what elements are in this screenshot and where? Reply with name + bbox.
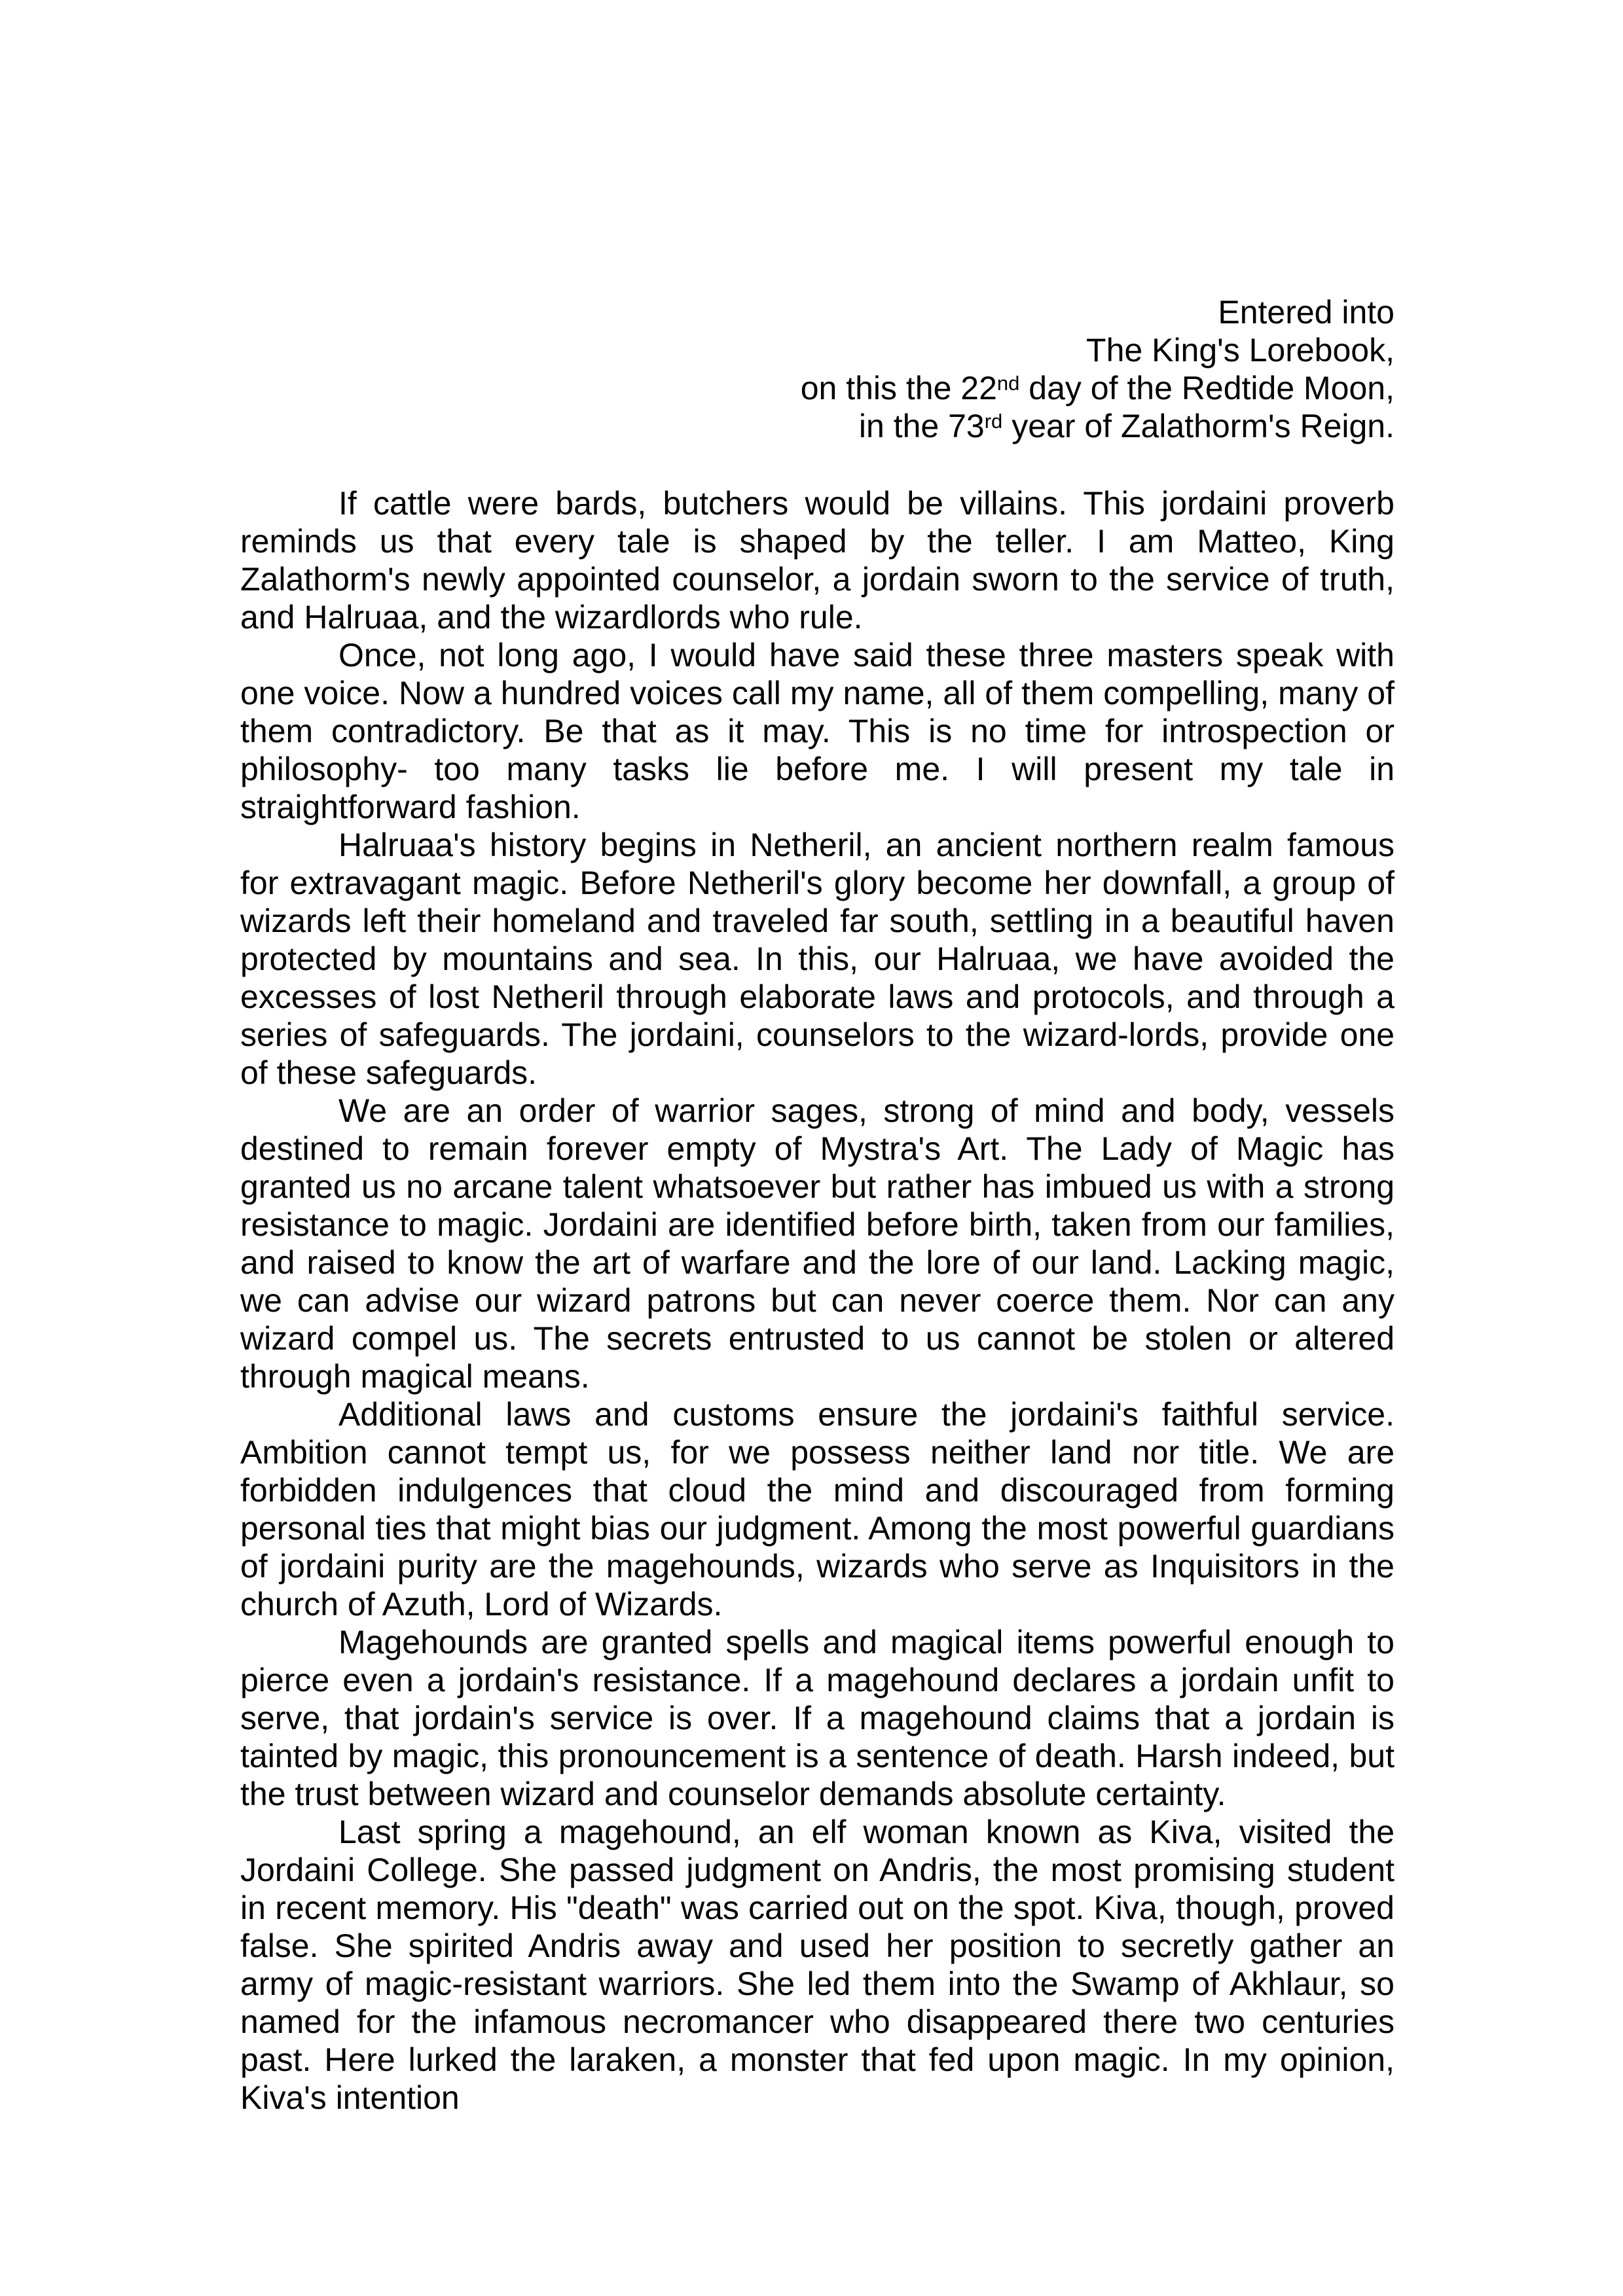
header-line-3-text: on this the 22: [800, 370, 997, 406]
paragraph: Magehounds are granted spells and magical items powerful enough to pierce even a jordain's resistance. If a magehound declares a jordain unfit to serve, that jordain's service is over. If a magehound claims that a jordain is tainted by magic, this pronouncement is a sentence of death. Harsh indeed, but the trust between wizard and counselor demands absolute certainty.: [240, 1624, 1395, 1812]
header-line-4-text: in the 73: [858, 408, 985, 444]
header-line-3-text-cont: day of the Redtide Moon,: [1019, 370, 1395, 406]
paragraph: Halruaa's history begins in Netheril, an ancient northern realm famous for extravagant magic. Before Netheril's glory become her downfall, a group of wizards left their homeland and traveled far south, settling in a beautiful haven protected by mountains and sea. In this, our Halruaa, we have avoided the excesses of lost Netheril through elaborate laws and protocols, and through a series of safeguards. The jordaini, counselors to the wizard-lords, provide one of these safeguards.: [240, 827, 1395, 1091]
header-line-1: Entered into: [1218, 294, 1395, 331]
paragraph: If cattle were bards, butchers would be villains. This jordaini proverb reminds us that every tale is shaped by the teller. I am Matteo, King Zalathorm's newly appointed counselor, a jordain sworn to the service of truth, and Halruaa, and the wizardlords who rule.: [240, 485, 1395, 636]
ordinal-superscript-nd: nd: [996, 372, 1020, 395]
paragraph: Additional laws and customs ensure the jordaini's faithful service. Ambition cannot tempt us, for we possess neither land nor title. We are forbidden indulgences that cloud the mind and discouraged from forming personal ties that might bias our judgment. Among the most powerful guardians of jordaini purity are the magehounds, wizards who serve as Inquisitors in the church of Azuth, Lord of Wizards.: [240, 1396, 1395, 1623]
header-line-3: [240, 369, 1395, 407]
paragraph: Last spring a magehound, an elf woman known as Kiva, visited the Jordaini College. She passed judgment on Andris, the most promising student in recent memory. His "death" was carried out on the spot. Kiva, though, proved false. She spirited Andris away and used her position to secretly gather an army of magic-resistant warriors. She led them into the Swamp of Akhlaur, so named for the infamous necromancer who disappeared there two centuries past. Here lurked the laraken, a monster that fed upon magic. In my opinion, Kiva's intention: [240, 1814, 1395, 2116]
paragraph: We are an order of warrior sages, strong of mind and body, vessels destined to remain forever empty of Mystra's Art. The Lady of Magic has granted us no arcane talent whatsoever but rather has imbued us with a strong resistance to magic. Jordaini are identified before birth, taken from our families, and raised to know the art of warfare and the lore of our land. Lacking magic, we can advise our wizard patrons but can never coerce them. Nor can any wizard compel us. The secrets entrusted to us cannot be stolen or altered through magical means.: [240, 1092, 1395, 1395]
paragraph: Once, not long ago, I would have said these three masters speak with one voice. Now a hundred voices call my name, all of them compelling, many of them contradictory. Be that as it may. This is no time for introspection or philosophy- too many tasks lie before me. I will present my tale in straightforward fashion.: [240, 637, 1395, 825]
document-header: [240, 293, 1395, 445]
page-content: [240, 293, 1395, 2117]
ordinal-superscript-rd: rd: [984, 410, 1003, 433]
header-line-4: [240, 407, 1395, 445]
document-body: [240, 484, 1395, 2117]
header-line-4-text-cont: year of Zalathorm's Reign.: [1002, 408, 1395, 444]
header-line-2: The King's Lorebook,: [1086, 332, 1395, 368]
